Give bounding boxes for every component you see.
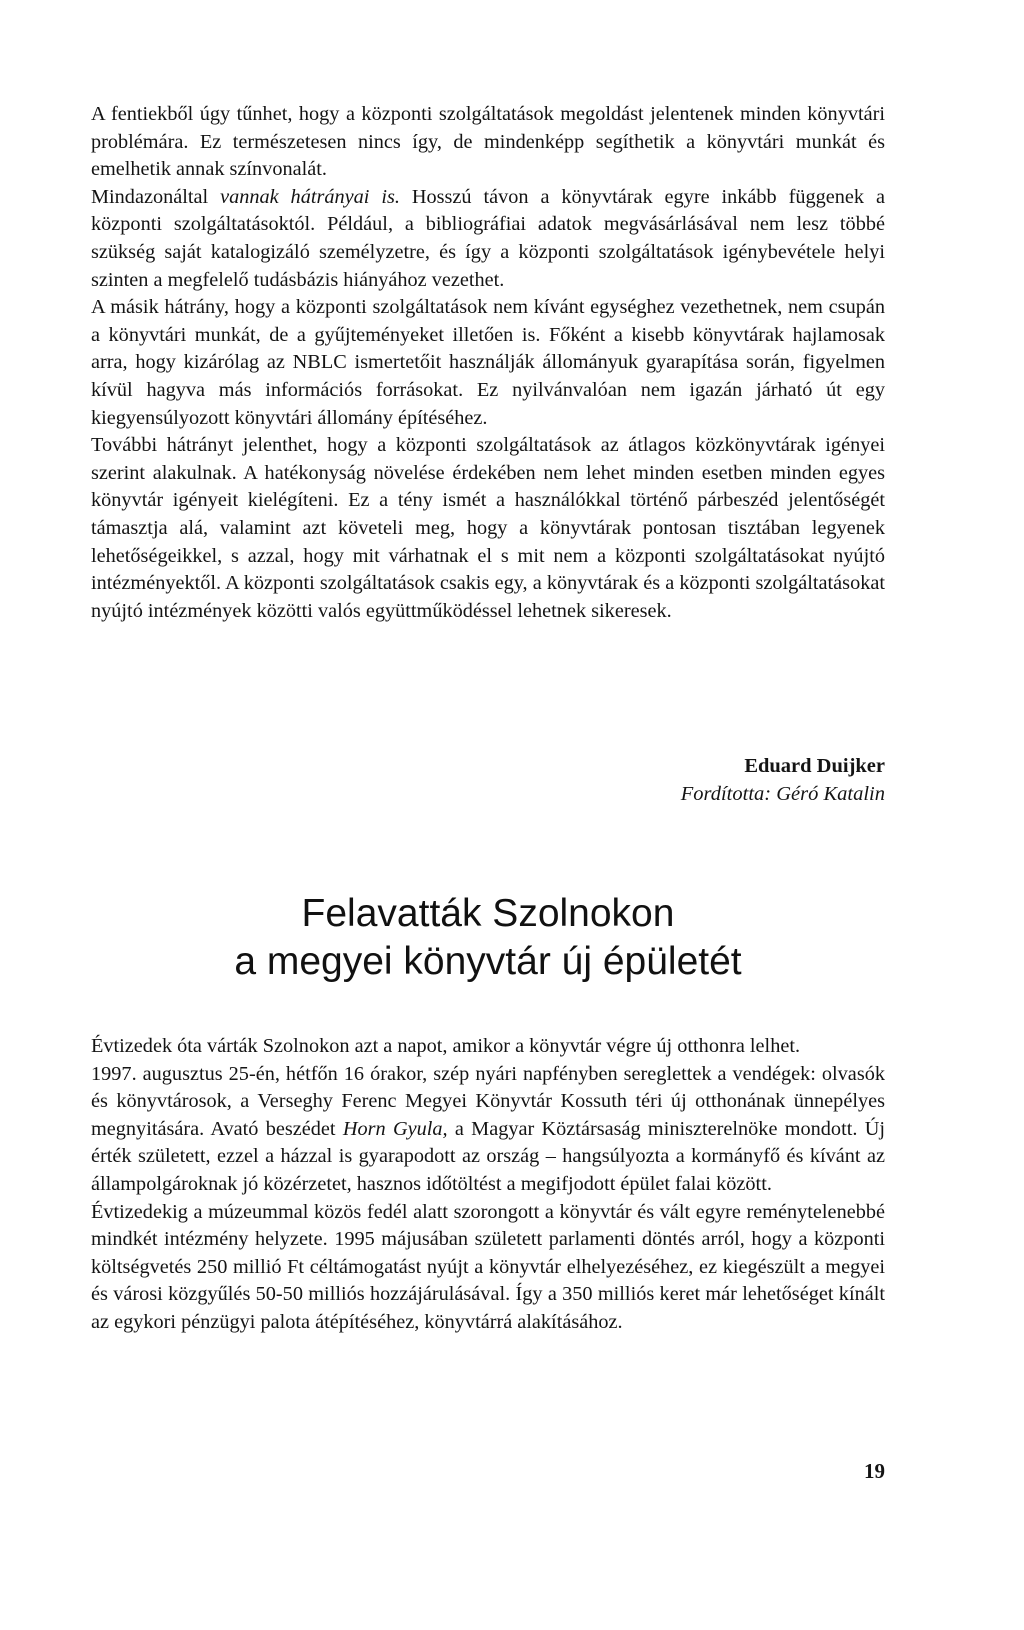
title-line-2: a megyei könyvtár új épületét (234, 940, 742, 983)
paragraph-text: a Magyar Köztársaság miniszterelnöke mondott. Új érték született, ezzel a házzal is gyarapodott az ország – hangsúlyozta a kormányfő és kívánt az állampolgároknak jó közérzetet, hasznos időtöltést a megifjodott épület falai között. (91, 1117, 885, 1195)
paragraph-text: Mindazonáltal (91, 185, 221, 208)
title-line-1: Felavatták Szolnokon (301, 892, 675, 935)
paragraph-text: Évtizedekig a múzeummal közös fedél alatt szorongott a könyvtár és vált egyre reménytelenebbé mindkét intézmény helyzete. 1995 májusában született parlamenti döntés arról, hogy a központi költségvetés 250 millió Ft céltámogatást nyújt a könyvtár elhelyezéséhez, ez kiegészült a megyei és városi közgyűlés 50-50 milliós hozzájárulásával. Így a 350 milliós keret már lehetőséget kínált az egykori pénzügyi palota átépítéséhez, könyvtárrá alakításához. (91, 1200, 885, 1333)
article2-paragraph-2 (91, 1061, 885, 1199)
translator-credit: Fordította: Géró Katalin (680, 783, 885, 805)
paragraph-text: 1997. augusztus 25-én, hétfőn 16 órakor, szép nyári napfényben sereglettek a vendégek: olvasók és könyvtárosok, a Verseghy Ferenc Megyei Könyvtár Kossuth téri új otthonának ünnepélyes megnyitására. Avató beszédet (91, 1062, 885, 1140)
paragraph-text: További hátrányt jelenthet, hogy a központi szolgáltatások az átlagos közkönyvtárak igényei szerint alakulnak. A hatékonyság növelése érdekében nem lehet minden esetben minden egyes könyvtár igényeit kielégíteni. Ez a tény ismét a használókkal történő párbeszéd jelentőségét támasztja alá, valamint azt követeli meg, hogy a könyvtárak pontosan tisztában legyenek lehetőségeikkel, s azzal, hogy mit várhatnak el s mit nem a központi szolgáltatásokat nyújtó intézményektől. A központi szolgáltatások csakis egy, a könyvtárak és a központi szolgáltatásokat nyújtó intézmények közötti valós együttműködéssel lehetnek sikeresek. (91, 434, 885, 622)
paragraph-text: A fentiekből úgy tűnhet, hogy a központi szolgáltatások megoldást jelentenek minden könyvtári problémára. Ez természetesen nincs így, de mindenképp segíthetik a könyvtári munkát és emelhetik annak színvonalát. (91, 103, 885, 181)
emphasis-text: vannak hátrányai is. (220, 185, 400, 208)
article2-body (91, 1033, 885, 1337)
article1-paragraph-3 (91, 294, 885, 432)
paragraph-text: Hosszú távon a könyvtárak egyre inkább függenek a központi szolgáltatásoktól. Például, a bibliográfiai adatok megvásárlásával nem lesz többé szükség saját katalogizáló személyzetre, és így a központi szolgáltatások igénybevétele helyi szinten a megfelelő tudásbázis hiányához vezethet. (91, 185, 885, 291)
article1-paragraph-4 (91, 432, 885, 625)
paragraph-text: Évtizedek óta várták Szolnokon azt a napot, amikor a könyvtár végre új otthonra lelhet. (91, 1035, 801, 1057)
article1-paragraph-1 (91, 101, 885, 184)
article2-title (91, 890, 885, 986)
emphasis-text: Horn Gyula, (342, 1117, 448, 1140)
article2-paragraph-3 (91, 1199, 885, 1337)
page-number: 19 (864, 1459, 885, 1483)
paragraph-text: A másik hátrány, hogy a központi szolgáltatások nem kívánt egységhez vezethetnek, nem csupán a könyvtári munkát, de a gyűjteményeket illetően is. Főként a kisebb könyvtárak hajlamosak arra, hogy kizárólag az NBLC ismertetőit használják állományuk gyarapítása során, figyelmen kívül hagyva más információs forrásokat. Ez nyilvánvalóan nem igazán járható út egy kiegyensúlyozott könyvtári állomány építéséhez. (91, 296, 885, 429)
article2-paragraph-1 (91, 1033, 885, 1061)
author-name: Eduard Duijker (744, 755, 885, 777)
article1-paragraph-2 (91, 184, 885, 294)
article1-body (91, 101, 885, 625)
